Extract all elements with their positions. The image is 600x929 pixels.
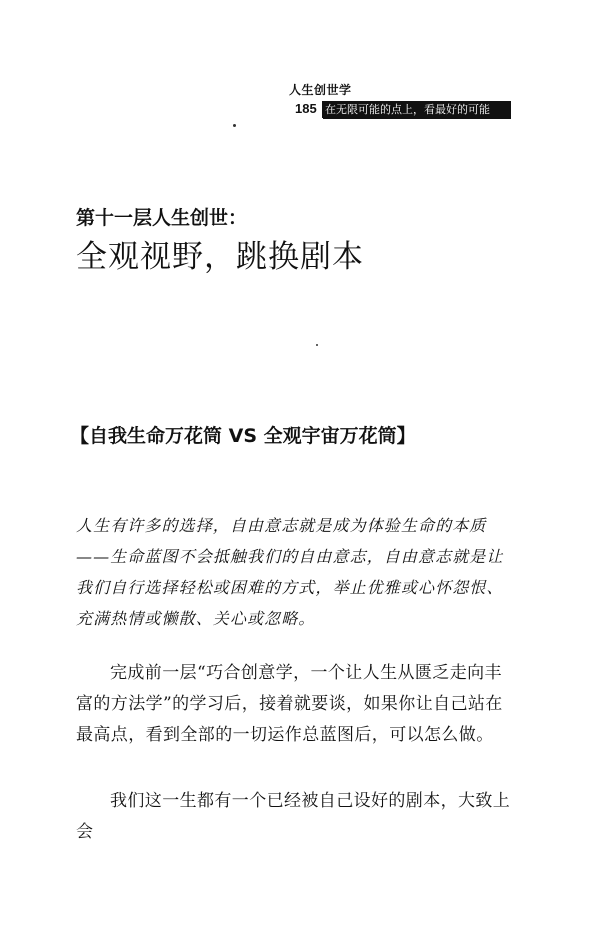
scan-speck: [233, 124, 236, 127]
body-paragraph: 完成前一层“巧合创意学，一个让人生从匮乏走向丰富的方法学”的学习后，接着就要谈，如果你让自己站在最高点，看到全部的一切运作总蓝图后，可以怎么做。: [76, 663, 503, 745]
opening-quote-paragraph: 人生有许多的选择，自由意志就是成为体验生命的本质——生命蓝图不会抵触我们的自由意志，自由意志就是让我们自行选择轻松或困难的方式，举止优雅或心怀怨恨、充满热情或懒散、关心或忽略。: [76, 516, 504, 628]
section-heading: 【自我生命万花筒 VS 全观宇宙万花筒】: [70, 425, 416, 447]
body-paragraph: 我们这一生都有一个已经被自己设好的剧本，大致上会: [76, 791, 511, 842]
page-number: 185: [295, 101, 317, 116]
header-rule: [323, 118, 511, 119]
scan-speck: [316, 344, 318, 346]
chapter-title: 全观视野，跳换剧本: [76, 239, 364, 275]
book-title: 人生创世学: [289, 83, 352, 97]
running-header: [289, 82, 511, 122]
chapter-kicker: 第十一层人生创世：: [76, 207, 248, 229]
header-slogan: 在无限可能的点上，看最好的可能: [322, 101, 511, 118]
